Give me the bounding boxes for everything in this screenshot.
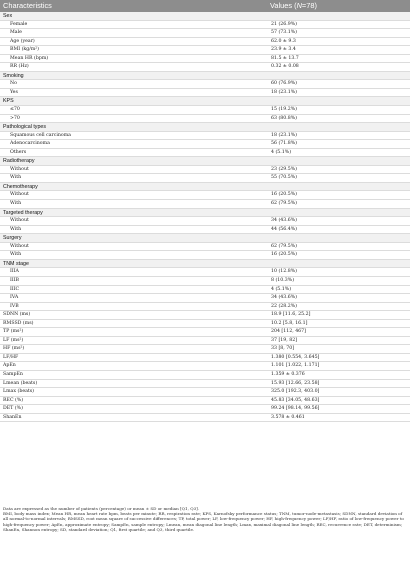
section-row (0, 209, 410, 218)
table-row (0, 251, 410, 260)
row-value: 33 [8, 70] (271, 346, 295, 352)
section-row (0, 234, 410, 243)
table-row (0, 21, 410, 30)
table-row (0, 149, 410, 158)
row-label: Squamous cell carcinoma (10, 132, 71, 138)
row-label: Without (10, 166, 29, 172)
row-label: Age (year) (10, 38, 35, 44)
row-label: >70 (10, 115, 20, 121)
table-row (0, 46, 410, 55)
row-value: 8 (10.3%) (271, 277, 295, 283)
row-value: 4 (5.1%) (271, 149, 292, 155)
row-label: Targeted therapy (3, 209, 43, 216)
table-row (0, 311, 410, 320)
table-row (0, 80, 410, 89)
row-value: 18 (23.1%) (271, 89, 298, 95)
row-value: 15 (19.2%) (271, 107, 298, 113)
row-label: Lmax (beats) (3, 389, 35, 395)
row-label: With (10, 175, 22, 181)
row-value: 10 (12.8%) (271, 269, 298, 275)
table-row (0, 337, 410, 346)
table-row (0, 200, 410, 209)
table-row (0, 55, 410, 64)
row-label: REC (%) (3, 397, 24, 403)
row-label: Lmean (beats) (3, 380, 38, 386)
table-row (0, 354, 410, 363)
table-body (0, 12, 410, 422)
row-value: 63 (80.8%) (271, 115, 298, 121)
table-row (0, 132, 410, 141)
row-label: RMSSD (ms) (3, 320, 34, 326)
row-label: IVA (10, 295, 19, 301)
table-row (0, 38, 410, 47)
row-value: 55 (70.5%) (271, 175, 298, 181)
table-row (0, 286, 410, 295)
table-row (0, 388, 410, 397)
row-label: LF/HF (3, 354, 19, 360)
row-label: With (10, 226, 22, 232)
table-row (0, 217, 410, 226)
row-label: Without (10, 243, 29, 249)
section-row (0, 97, 410, 106)
table-row (0, 277, 410, 286)
row-label: Male (10, 30, 22, 36)
row-value: 18.9 [11.6, 25.2] (271, 312, 311, 318)
row-label: IIIB (10, 277, 19, 283)
table-footnote (3, 506, 407, 532)
row-label: SampEn (3, 371, 23, 377)
row-value: 325.0 [192.3, 403.0] (271, 389, 320, 395)
row-label: HF (ms²) (3, 346, 25, 352)
table-row (0, 303, 410, 312)
table-row (0, 166, 410, 175)
row-label: BMI (kg/m²) (10, 47, 39, 53)
table-row (0, 328, 410, 337)
footnote-line-2: BMI, body mass index; Mean HR, mean heart rate bpm, beats per minute; RR, respiration rate; KPS, Karnofsky performance status; TNM, tumor-node-metastasis; SDNN, standard deviation of all normal-to-normal intervals; RMSSD, root mean square of successive differences; TP, total power; LF, low-frequency power; HF, high-frequency power; LF/HF, ratio of low-frequency power to high-frequency power; ApEn, approximate entropy; SampEn, sample entropy; Lmean, mean diagonal line length; Lmax, maximal diagonal line length; REC, recurrence rate; DET, determinism; ShanEn, Shannon entropy; SD, standard deviation; Q1, first quartile; and Q3, third quartile. (3, 511, 404, 532)
footnote-line-1: Data are expressed as the number of patients (percentage) or mean ± SD or median [Q1, Q3]. (3, 506, 200, 511)
table-row (0, 174, 410, 183)
row-value: 56 (71.8%) (271, 141, 298, 147)
row-label: LF (ms²) (3, 337, 24, 343)
row-label: Adenocarcinoma (10, 141, 50, 147)
table-header (0, 0, 410, 12)
header-values: Values (N=78) (270, 1, 317, 10)
row-value: 3.578 ± 0.461 (271, 414, 305, 420)
table-row (0, 345, 410, 354)
table-row (0, 414, 410, 423)
row-label: With (10, 252, 22, 258)
section-row (0, 260, 410, 269)
row-value: 16 (20.5%) (271, 252, 298, 258)
row-label: KPS (3, 98, 14, 105)
row-label: Chemotherapy (3, 183, 38, 190)
row-label: RR (Hz) (10, 64, 29, 70)
row-value: 1.380 [0.554, 3.645] (271, 354, 320, 360)
table-row (0, 106, 410, 115)
table-row (0, 380, 410, 389)
section-row (0, 183, 410, 192)
row-label: IIIA (10, 269, 19, 275)
section-row (0, 157, 410, 166)
section-row (0, 123, 410, 132)
row-value: 23 (29.5%) (271, 166, 298, 172)
row-label: Female (10, 21, 28, 27)
table-row (0, 29, 410, 38)
row-value: 10.2 [5.8, 16.1] (271, 320, 308, 326)
row-label: Sex (3, 13, 13, 19)
table-row (0, 397, 410, 406)
row-value: 15.93 [12.66, 23.58] (271, 380, 320, 386)
row-label: Others (10, 149, 27, 155)
table-row (0, 320, 410, 329)
row-value: 57 (73.1%) (271, 30, 298, 36)
row-label: Pathological types (3, 124, 46, 131)
row-value: 45.83 [34.05, 48.63] (271, 397, 320, 403)
row-value: 204 [112, 467] (271, 329, 306, 335)
header-characteristics: Characteristics (3, 1, 52, 10)
row-label: Radiotherapy (3, 158, 35, 165)
row-label: ApEn (3, 363, 16, 369)
row-label: Smoking (3, 72, 24, 79)
row-label: IIIC (10, 286, 20, 292)
table-row (0, 115, 410, 124)
table-row (0, 63, 410, 72)
row-value: 60 (76.9%) (271, 81, 298, 87)
table-row (0, 294, 410, 303)
row-value: 18 (23.1%) (271, 132, 298, 138)
row-value: 0.32 ± 0.08 (271, 64, 299, 70)
row-label: Without (10, 218, 29, 224)
row-value: 4 (5.1%) (271, 286, 292, 292)
row-value: 34 (43.6%) (271, 295, 298, 301)
table-row (0, 362, 410, 371)
table-row (0, 226, 410, 235)
table-row (0, 243, 410, 252)
row-label: TP (ms²) (3, 329, 24, 335)
section-row (0, 12, 410, 21)
row-value: 62 (79.5%) (271, 243, 298, 249)
section-row (0, 72, 410, 81)
row-value: 21 (26.9%) (271, 21, 298, 27)
table-row (0, 191, 410, 200)
table-row (0, 89, 410, 98)
row-value: 99.24 [98.14, 99.56] (271, 406, 320, 412)
row-value: 81.5 ± 13.7 (271, 55, 299, 61)
row-label: With (10, 201, 22, 207)
table-row (0, 140, 410, 149)
row-value: 62.0 ± 9.3 (271, 38, 296, 44)
row-label: ShanEn (3, 414, 22, 420)
row-value: 44 (56.4%) (271, 226, 298, 232)
row-label: Mean HR (bpm) (10, 55, 49, 61)
row-label: Surgery (3, 235, 22, 242)
row-value: 37 [19, 82] (271, 337, 298, 343)
row-value: 1.101 [1.022, 1.171] (271, 363, 320, 369)
row-label: DET (%) (3, 406, 23, 412)
table-row (0, 268, 410, 277)
row-value: 22 (28.2%) (271, 303, 298, 309)
row-label: ≤70 (10, 107, 20, 113)
row-value: 16 (20.5%) (271, 192, 298, 198)
row-label: Without (10, 192, 29, 198)
table-row (0, 405, 410, 414)
row-label: SDNN (ms) (3, 312, 31, 318)
row-value: 1.359 ± 0.376 (271, 371, 305, 377)
row-value: 23.9 ± 3.4 (271, 47, 296, 53)
row-value: 34 (43.6%) (271, 218, 298, 224)
table-row (0, 371, 410, 380)
row-label: IVB (10, 303, 19, 309)
row-label: No (10, 81, 17, 87)
row-label: Yes (10, 89, 18, 95)
row-label: TNM stage (3, 260, 29, 267)
row-value: 62 (79.5%) (271, 201, 298, 207)
